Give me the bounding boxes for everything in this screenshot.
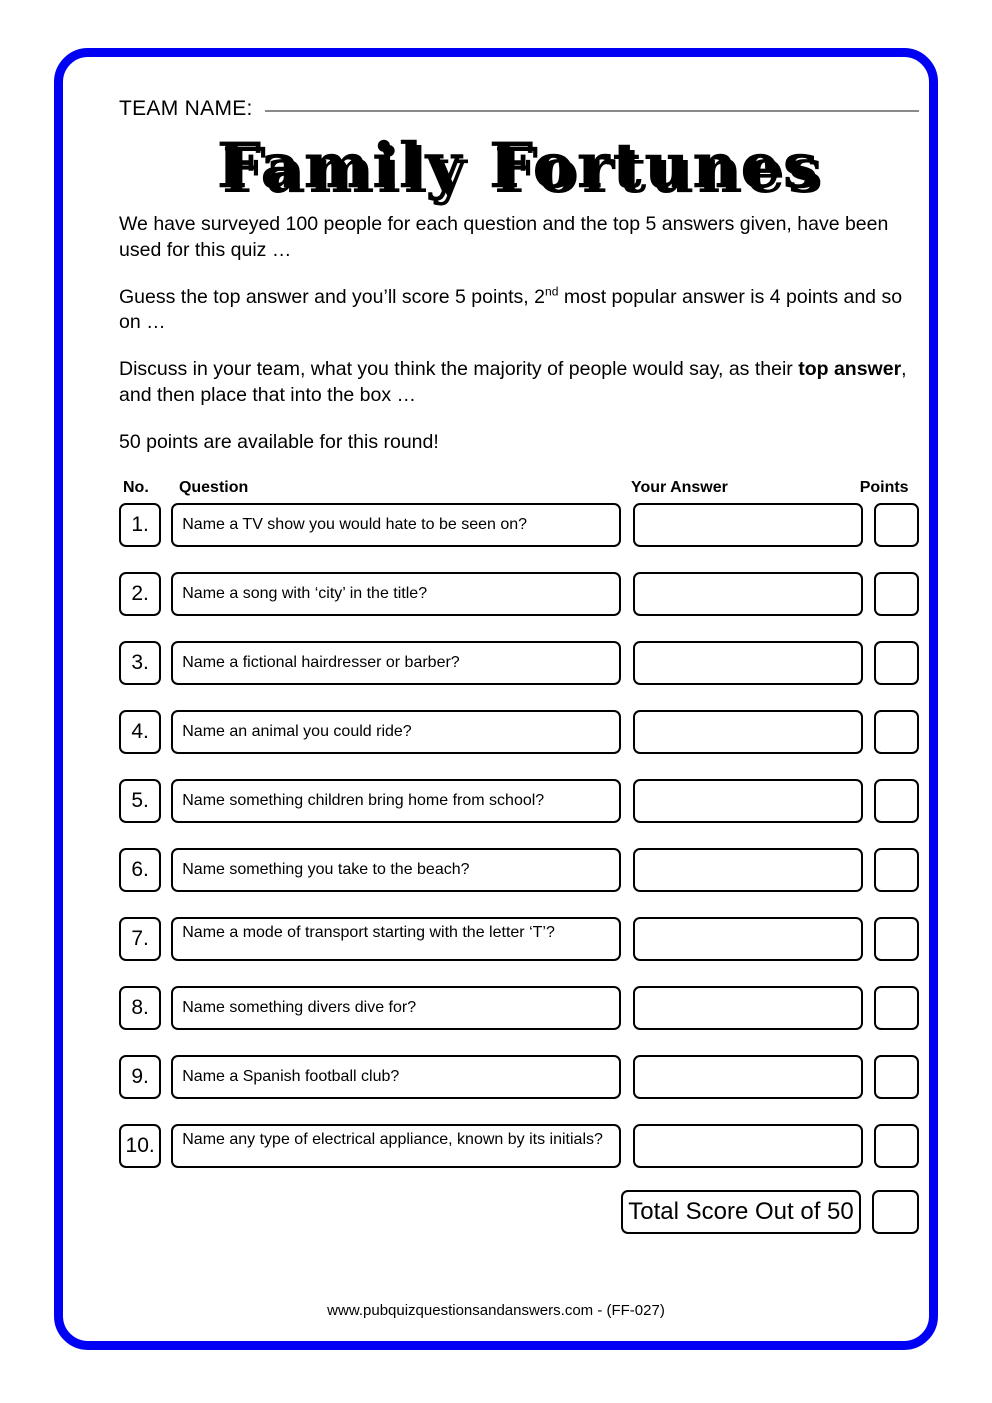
quiz-sheet-frame: [54, 48, 938, 1350]
question-number: 2.: [119, 572, 161, 616]
intro-paragraph-3: [119, 357, 919, 408]
table-row: [119, 917, 919, 961]
intro-p3-after: , and then place that into the box …: [119, 358, 907, 406]
question-text: Name a song with ‘city’ in the title?: [171, 572, 621, 616]
table-row: [119, 986, 919, 1030]
points-input[interactable]: [874, 779, 919, 823]
answer-input[interactable]: [633, 848, 863, 892]
footer: [63, 1302, 929, 1319]
question-text: Name something you take to the beach?: [171, 848, 621, 892]
intro-p3-bold: top answer: [798, 358, 902, 381]
answer-input[interactable]: [633, 1055, 863, 1099]
question-number: 6.: [119, 848, 161, 892]
points-input[interactable]: [874, 641, 919, 685]
column-header-points: Points: [859, 479, 909, 497]
team-name-input-line[interactable]: [265, 109, 919, 112]
questions-table: [119, 477, 919, 1234]
question-number: 8.: [119, 986, 161, 1030]
question-text: Name an animal you could ride?: [171, 710, 621, 754]
table-row: [119, 641, 919, 685]
column-header-no: No.: [123, 479, 149, 497]
column-header-your-answer: Your Answer: [630, 479, 728, 497]
points-input[interactable]: [874, 1124, 919, 1168]
question-text: Name something children bring home from school?: [171, 779, 621, 823]
points-input[interactable]: [874, 1055, 919, 1099]
points-input[interactable]: [874, 986, 919, 1030]
question-text: Name a fictional hairdresser or barber?: [171, 641, 621, 685]
answer-input[interactable]: [633, 641, 863, 685]
points-input[interactable]: [874, 848, 919, 892]
column-header-question: Question: [178, 479, 249, 497]
answer-input[interactable]: [633, 986, 863, 1030]
question-number: 7.: [119, 917, 161, 961]
footer-text: www.pubquizquestionsandanswers.com - (FF-027): [327, 1302, 665, 1319]
table-row: [119, 503, 919, 547]
question-number: 4.: [119, 710, 161, 754]
question-number: 3.: [119, 641, 161, 685]
table-row: [119, 710, 919, 754]
question-number: 1.: [119, 503, 161, 547]
intro-p2-before: Guess the top answer and you’ll score 5 points, 2: [119, 285, 545, 308]
question-text: Name a Spanish football club?: [171, 1055, 621, 1099]
answer-input[interactable]: [633, 917, 863, 961]
intro-p3-before: Discuss in your team, what you think the majority of people would say, as their: [119, 358, 799, 381]
points-input[interactable]: [874, 917, 919, 961]
question-text: Name something divers dive for?: [171, 986, 621, 1030]
page-title: [119, 129, 919, 202]
question-number: 9.: [119, 1055, 161, 1099]
table-header-row: [119, 477, 919, 497]
intro-paragraph-2: [119, 285, 919, 336]
total-score-label: Total Score Out of 50: [621, 1190, 861, 1234]
answer-input[interactable]: [633, 1124, 863, 1168]
answer-input[interactable]: [633, 779, 863, 823]
answer-input[interactable]: [633, 503, 863, 547]
sheet-content: [119, 97, 919, 1234]
question-text: Name any type of electrical appliance, known by its initials?: [171, 1124, 621, 1168]
table-row: [119, 779, 919, 823]
points-input[interactable]: [874, 710, 919, 754]
points-input[interactable]: [874, 572, 919, 616]
answer-input[interactable]: [633, 572, 863, 616]
team-name-label: TEAM NAME:: [119, 97, 253, 120]
points-input[interactable]: [874, 503, 919, 547]
table-row: [119, 1124, 919, 1168]
team-name-row: [119, 97, 919, 127]
intro-text: [119, 212, 919, 455]
intro-p2-superscript: nd: [545, 284, 559, 299]
intro-p2-after: most popular answer is 4 points and so on …: [119, 285, 903, 334]
answer-input[interactable]: [633, 710, 863, 754]
question-number: 5.: [119, 779, 161, 823]
intro-paragraph-1: We have surveyed 100 people for each question and the top 5 answers given, have been used for this quiz …: [119, 213, 889, 261]
table-row: [119, 1055, 919, 1099]
page-title-text: Family Fortunes: [217, 129, 821, 202]
intro-paragraph-4: 50 points are available for this round!: [119, 430, 439, 453]
question-text: Name a mode of transport starting with the letter ‘T’?: [171, 917, 621, 961]
question-number: 10.: [119, 1124, 161, 1168]
table-body: [119, 503, 919, 1168]
total-score-input[interactable]: [872, 1190, 919, 1234]
total-score-row: [119, 1190, 919, 1234]
question-text: Name a TV show you would hate to be seen on?: [171, 503, 621, 547]
table-row: [119, 848, 919, 892]
table-row: [119, 572, 919, 616]
